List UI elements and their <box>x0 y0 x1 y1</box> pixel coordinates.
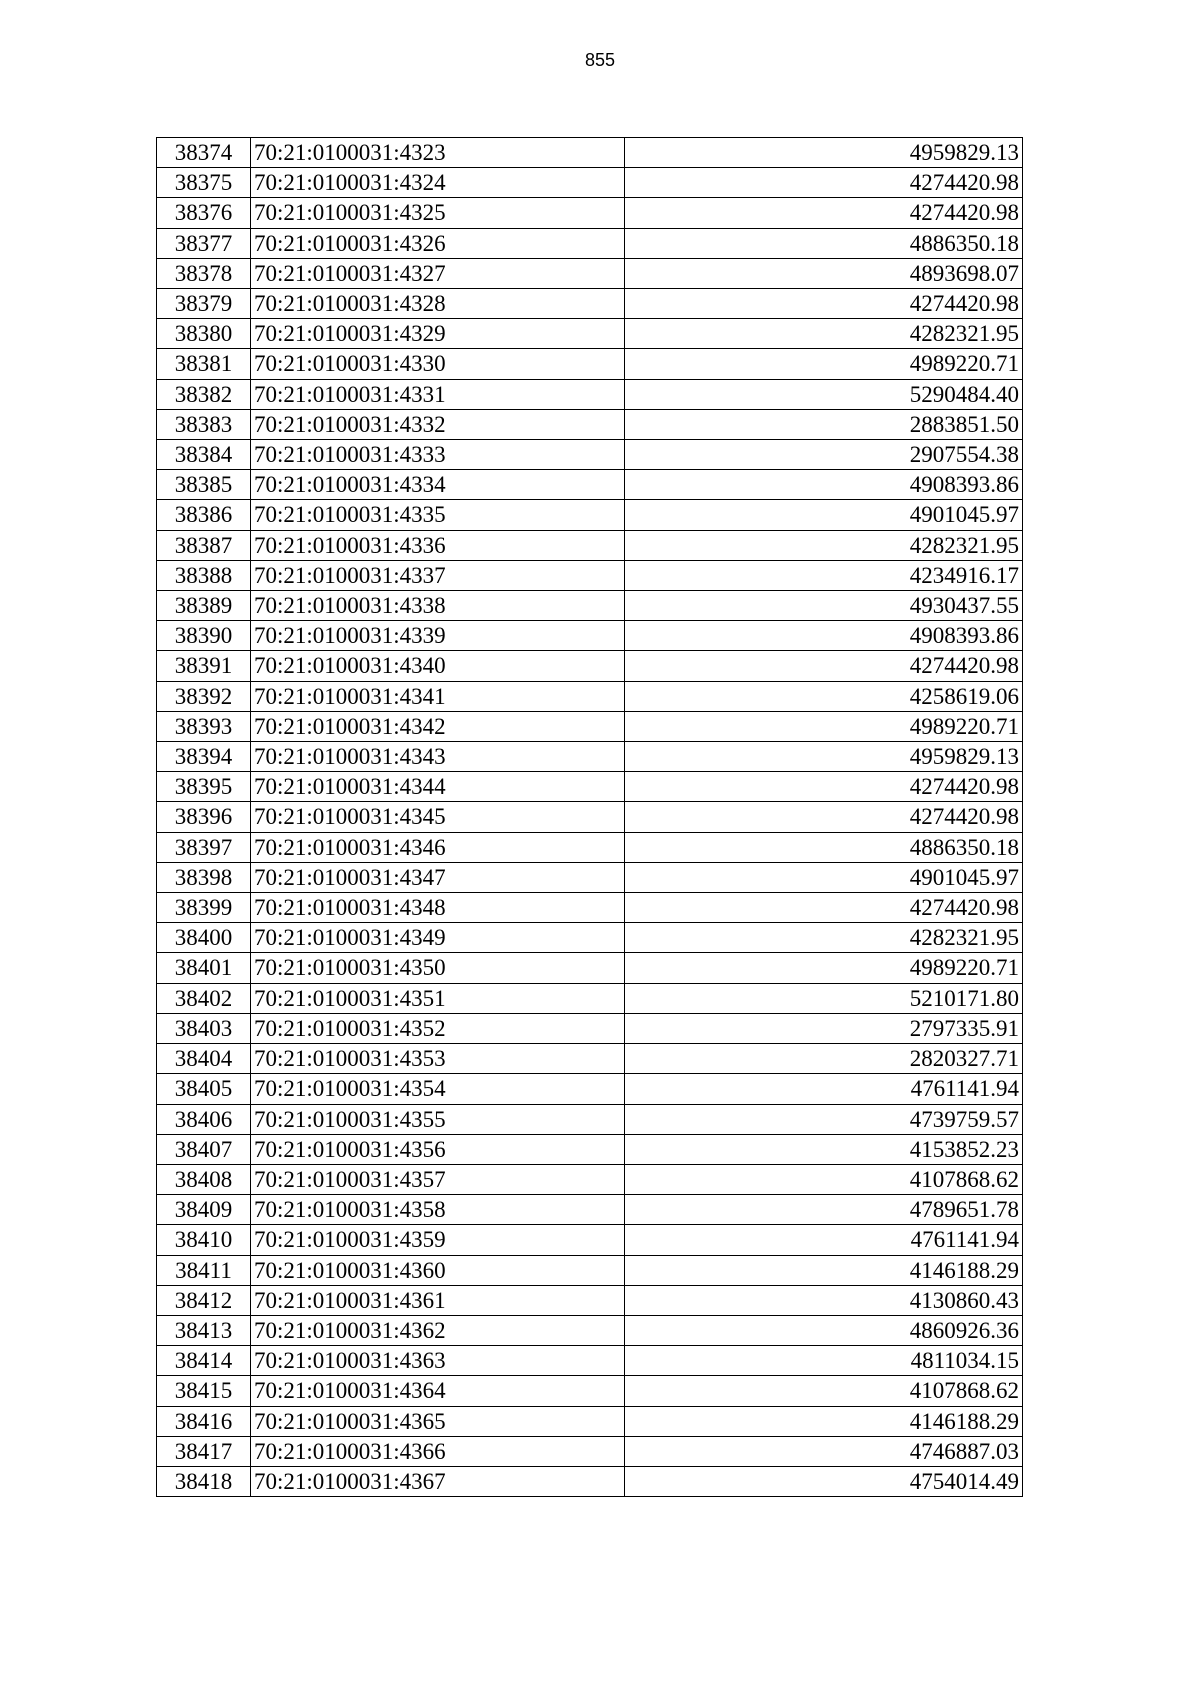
cadastral-number-cell: 70:21:0100031:4354 <box>251 1074 625 1104</box>
table-row <box>157 530 1023 560</box>
value-cell: 4130860.43 <box>625 1285 1023 1315</box>
cadastral-number-cell: 70:21:0100031:4331 <box>251 379 625 409</box>
row-number-cell: 38375 <box>157 168 251 198</box>
row-number-cell: 38395 <box>157 772 251 802</box>
value-cell: 4901045.97 <box>625 862 1023 892</box>
value-cell: 4274420.98 <box>625 802 1023 832</box>
row-number-cell: 38400 <box>157 923 251 953</box>
row-number-cell: 38392 <box>157 681 251 711</box>
value-cell: 4789651.78 <box>625 1195 1023 1225</box>
value-cell: 4274420.98 <box>625 651 1023 681</box>
table-row <box>157 1225 1023 1255</box>
row-number-cell: 38376 <box>157 198 251 228</box>
row-number-cell: 38405 <box>157 1074 251 1104</box>
row-number-cell: 38394 <box>157 742 251 772</box>
table-row <box>157 711 1023 741</box>
cadastral-number-cell: 70:21:0100031:4350 <box>251 953 625 983</box>
value-cell: 2797335.91 <box>625 1013 1023 1043</box>
value-cell: 4989220.71 <box>625 711 1023 741</box>
row-number-cell: 38382 <box>157 379 251 409</box>
table-row <box>157 560 1023 590</box>
row-number-cell: 38384 <box>157 440 251 470</box>
row-number-cell: 38378 <box>157 258 251 288</box>
value-cell: 4258619.06 <box>625 681 1023 711</box>
row-number-cell: 38402 <box>157 983 251 1013</box>
table-row <box>157 1134 1023 1164</box>
row-number-cell: 38404 <box>157 1044 251 1074</box>
table-row <box>157 319 1023 349</box>
value-cell: 4153852.23 <box>625 1134 1023 1164</box>
row-number-cell: 38417 <box>157 1436 251 1466</box>
table-row <box>157 832 1023 862</box>
table-row <box>157 621 1023 651</box>
table-row <box>157 500 1023 530</box>
table-body <box>157 138 1023 1497</box>
table-row <box>157 953 1023 983</box>
row-number-cell: 38383 <box>157 409 251 439</box>
cadastral-number-cell: 70:21:0100031:4342 <box>251 711 625 741</box>
table-row <box>157 1195 1023 1225</box>
value-cell: 4746887.03 <box>625 1436 1023 1466</box>
cadastral-number-cell: 70:21:0100031:4326 <box>251 228 625 258</box>
value-cell: 4886350.18 <box>625 832 1023 862</box>
table-row <box>157 198 1023 228</box>
cadastral-number-cell: 70:21:0100031:4345 <box>251 802 625 832</box>
table-row <box>157 772 1023 802</box>
value-cell: 4107868.62 <box>625 1376 1023 1406</box>
cadastral-number-cell: 70:21:0100031:4356 <box>251 1134 625 1164</box>
row-number-cell: 38390 <box>157 621 251 651</box>
value-cell: 4901045.97 <box>625 500 1023 530</box>
row-number-cell: 38408 <box>157 1164 251 1194</box>
table-row <box>157 1074 1023 1104</box>
row-number-cell: 38381 <box>157 349 251 379</box>
row-number-cell: 38398 <box>157 862 251 892</box>
row-number-cell: 38380 <box>157 319 251 349</box>
value-cell: 2907554.38 <box>625 440 1023 470</box>
cadastral-number-cell: 70:21:0100031:4355 <box>251 1104 625 1134</box>
cadastral-number-cell: 70:21:0100031:4349 <box>251 923 625 953</box>
row-number-cell: 38377 <box>157 228 251 258</box>
table-row <box>157 1013 1023 1043</box>
cadastral-number-cell: 70:21:0100031:4340 <box>251 651 625 681</box>
table-row <box>157 1466 1023 1496</box>
cadastral-number-cell: 70:21:0100031:4363 <box>251 1346 625 1376</box>
table-row <box>157 862 1023 892</box>
value-cell: 4739759.57 <box>625 1104 1023 1134</box>
table-row <box>157 893 1023 923</box>
value-cell: 4811034.15 <box>625 1346 1023 1376</box>
cadastral-number-cell: 70:21:0100031:4351 <box>251 983 625 1013</box>
page-number: 855 <box>584 50 616 70</box>
cadastral-number-cell: 70:21:0100031:4366 <box>251 1436 625 1466</box>
value-cell: 4274420.98 <box>625 198 1023 228</box>
row-number-cell: 38413 <box>157 1315 251 1345</box>
cadastral-number-cell: 70:21:0100031:4329 <box>251 319 625 349</box>
cadastral-number-cell: 70:21:0100031:4341 <box>251 681 625 711</box>
value-cell: 4282321.95 <box>625 923 1023 953</box>
table-row <box>157 1315 1023 1345</box>
table-row <box>157 379 1023 409</box>
table-row <box>157 168 1023 198</box>
row-number-cell: 38391 <box>157 651 251 681</box>
cadastral-number-cell: 70:21:0100031:4325 <box>251 198 625 228</box>
table-row <box>157 138 1023 168</box>
cadastral-number-cell: 70:21:0100031:4362 <box>251 1315 625 1345</box>
table-row <box>157 802 1023 832</box>
cadastral-number-cell: 70:21:0100031:4364 <box>251 1376 625 1406</box>
row-number-cell: 38411 <box>157 1255 251 1285</box>
cadastral-number-cell: 70:21:0100031:4367 <box>251 1466 625 1496</box>
row-number-cell: 38403 <box>157 1013 251 1043</box>
cadastral-number-cell: 70:21:0100031:4336 <box>251 530 625 560</box>
table-row <box>157 983 1023 1013</box>
cadastral-number-cell: 70:21:0100031:4344 <box>251 772 625 802</box>
cadastral-number-cell: 70:21:0100031:4358 <box>251 1195 625 1225</box>
table-row <box>157 1376 1023 1406</box>
table-row <box>157 651 1023 681</box>
table-row <box>157 1164 1023 1194</box>
value-cell: 4274420.98 <box>625 289 1023 319</box>
value-cell: 4989220.71 <box>625 953 1023 983</box>
row-number-cell: 38399 <box>157 893 251 923</box>
value-cell: 4908393.86 <box>625 470 1023 500</box>
row-number-cell: 38387 <box>157 530 251 560</box>
row-number-cell: 38388 <box>157 560 251 590</box>
cadastral-number-cell: 70:21:0100031:4347 <box>251 862 625 892</box>
row-number-cell: 38414 <box>157 1346 251 1376</box>
table-row <box>157 742 1023 772</box>
cadastral-number-cell: 70:21:0100031:4323 <box>251 138 625 168</box>
row-number-cell: 38409 <box>157 1195 251 1225</box>
row-number-cell: 38418 <box>157 1466 251 1496</box>
value-cell: 4234916.17 <box>625 560 1023 590</box>
cadastral-number-cell: 70:21:0100031:4327 <box>251 258 625 288</box>
cadastral-number-cell: 70:21:0100031:4357 <box>251 1164 625 1194</box>
table-row <box>157 289 1023 319</box>
row-number-cell: 38401 <box>157 953 251 983</box>
row-number-cell: 38406 <box>157 1104 251 1134</box>
table-row <box>157 1255 1023 1285</box>
value-cell: 4274420.98 <box>625 772 1023 802</box>
value-cell: 4860926.36 <box>625 1315 1023 1345</box>
table-row <box>157 258 1023 288</box>
cadastral-number-cell: 70:21:0100031:4328 <box>251 289 625 319</box>
table-row <box>157 409 1023 439</box>
value-cell: 4282321.95 <box>625 530 1023 560</box>
row-number-cell: 38410 <box>157 1225 251 1255</box>
value-cell: 4146188.29 <box>625 1406 1023 1436</box>
cadastral-number-cell: 70:21:0100031:4324 <box>251 168 625 198</box>
table-row <box>157 923 1023 953</box>
value-cell: 5290484.40 <box>625 379 1023 409</box>
table-row <box>157 1346 1023 1376</box>
value-cell: 4930437.55 <box>625 591 1023 621</box>
value-cell: 4959829.13 <box>625 138 1023 168</box>
value-cell: 4282321.95 <box>625 319 1023 349</box>
cadastral-number-cell: 70:21:0100031:4359 <box>251 1225 625 1255</box>
cadastral-number-cell: 70:21:0100031:4348 <box>251 893 625 923</box>
table-row <box>157 1436 1023 1466</box>
row-number-cell: 38393 <box>157 711 251 741</box>
table-row <box>157 470 1023 500</box>
table-row <box>157 440 1023 470</box>
value-cell: 4959829.13 <box>625 742 1023 772</box>
table-row <box>157 591 1023 621</box>
cadastral-number-cell: 70:21:0100031:4332 <box>251 409 625 439</box>
cadastral-number-cell: 70:21:0100031:4333 <box>251 440 625 470</box>
table-row <box>157 228 1023 258</box>
cadastral-number-cell: 70:21:0100031:4338 <box>251 591 625 621</box>
value-cell: 4893698.07 <box>625 258 1023 288</box>
value-cell: 2883851.50 <box>625 409 1023 439</box>
cadastral-number-cell: 70:21:0100031:4365 <box>251 1406 625 1436</box>
row-number-cell: 38415 <box>157 1376 251 1406</box>
row-number-cell: 38407 <box>157 1134 251 1164</box>
table-row <box>157 1104 1023 1134</box>
row-number-cell: 38396 <box>157 802 251 832</box>
value-cell: 4886350.18 <box>625 228 1023 258</box>
cadastral-number-cell: 70:21:0100031:4334 <box>251 470 625 500</box>
value-cell: 4761141.94 <box>625 1225 1023 1255</box>
row-number-cell: 38397 <box>157 832 251 862</box>
cadastral-number-cell: 70:21:0100031:4352 <box>251 1013 625 1043</box>
row-number-cell: 38389 <box>157 591 251 621</box>
table-row <box>157 1406 1023 1436</box>
value-cell: 4761141.94 <box>625 1074 1023 1104</box>
value-cell: 4274420.98 <box>625 893 1023 923</box>
cadastral-number-cell: 70:21:0100031:4337 <box>251 560 625 590</box>
table-row <box>157 681 1023 711</box>
value-cell: 4274420.98 <box>625 168 1023 198</box>
value-cell: 2820327.71 <box>625 1044 1023 1074</box>
table-row <box>157 1044 1023 1074</box>
cadastral-number-cell: 70:21:0100031:4339 <box>251 621 625 651</box>
cadastral-number-cell: 70:21:0100031:4353 <box>251 1044 625 1074</box>
row-number-cell: 38385 <box>157 470 251 500</box>
row-number-cell: 38374 <box>157 138 251 168</box>
cadastral-number-cell: 70:21:0100031:4343 <box>251 742 625 772</box>
table-row <box>157 349 1023 379</box>
cadastral-value-table <box>156 137 1023 1497</box>
cadastral-number-cell: 70:21:0100031:4361 <box>251 1285 625 1315</box>
cadastral-number-cell: 70:21:0100031:4360 <box>251 1255 625 1285</box>
cadastral-number-cell: 70:21:0100031:4346 <box>251 832 625 862</box>
row-number-cell: 38379 <box>157 289 251 319</box>
row-number-cell: 38386 <box>157 500 251 530</box>
value-cell: 4107868.62 <box>625 1164 1023 1194</box>
cadastral-number-cell: 70:21:0100031:4330 <box>251 349 625 379</box>
value-cell: 4754014.49 <box>625 1466 1023 1496</box>
value-cell: 4989220.71 <box>625 349 1023 379</box>
table-row <box>157 1285 1023 1315</box>
value-cell: 4908393.86 <box>625 621 1023 651</box>
cadastral-number-cell: 70:21:0100031:4335 <box>251 500 625 530</box>
value-cell: 5210171.80 <box>625 983 1023 1013</box>
value-cell: 4146188.29 <box>625 1255 1023 1285</box>
row-number-cell: 38412 <box>157 1285 251 1315</box>
row-number-cell: 38416 <box>157 1406 251 1436</box>
